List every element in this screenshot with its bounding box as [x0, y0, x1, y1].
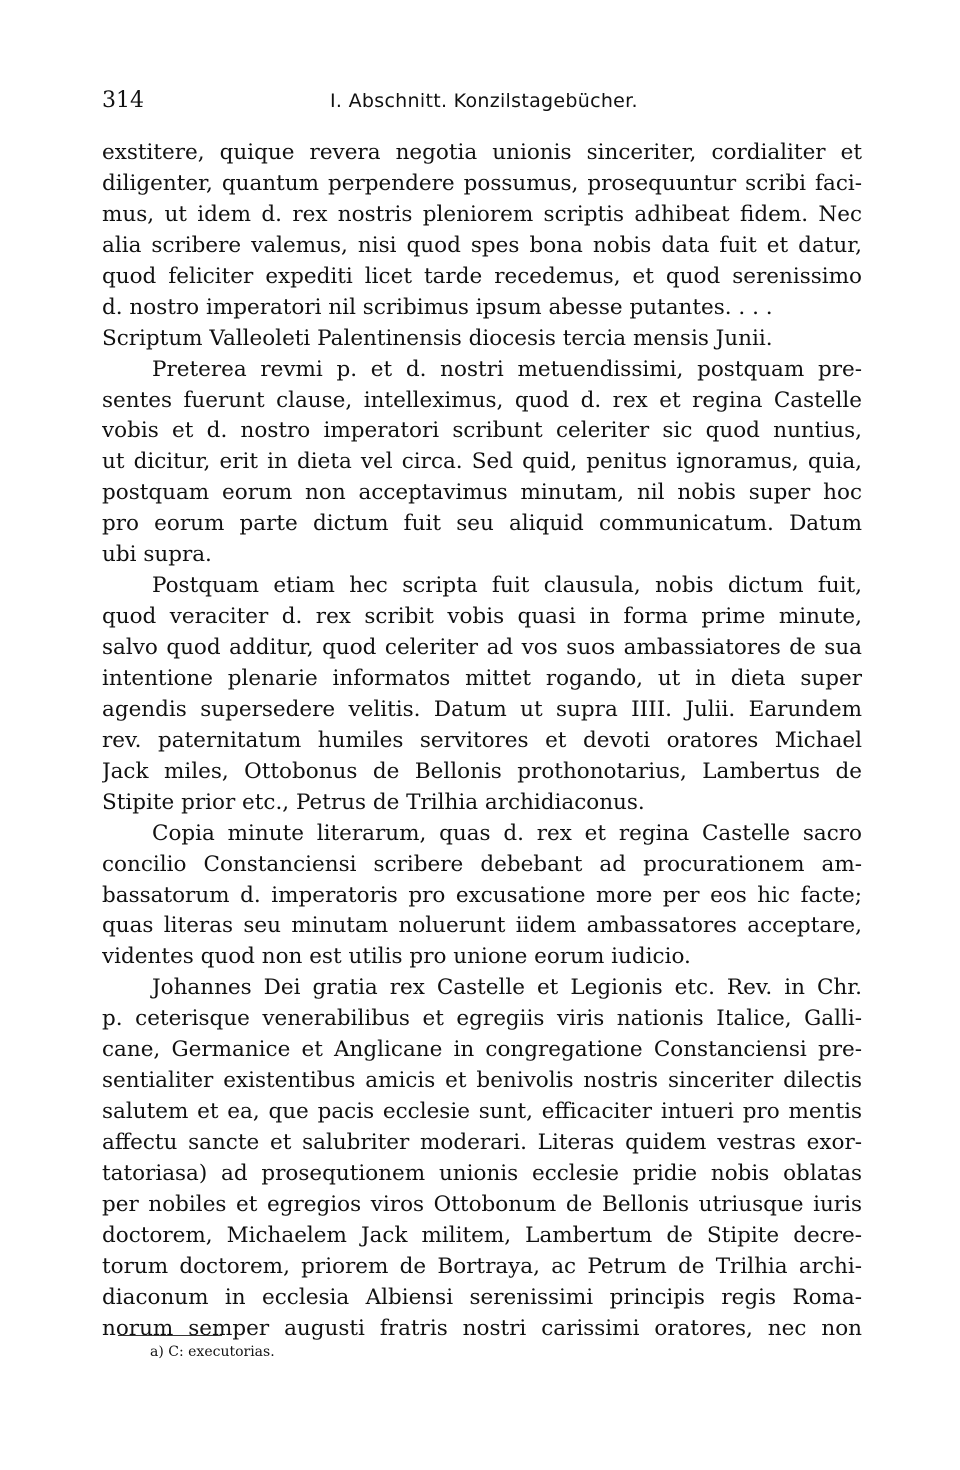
- text-line: videntes quod non est utilis pro unione eorum iudicio.: [102, 944, 691, 970]
- footnote-divider: [118, 1335, 222, 1336]
- text-line: Scriptum Valleoleti Palentinensis diocesis tercia mensis Junii.: [102, 325, 773, 351]
- text-line: affectu sancte et salubriter moderari. Literas quidem vestras exor-: [102, 1130, 862, 1155]
- text-line: norum semper augusti fratris nostri carissimi oratores, nec non: [102, 1315, 862, 1341]
- text-line: pro eorum parte dictum fuit seu aliquid communicatum. Datum: [102, 511, 862, 537]
- page-header: [102, 88, 862, 118]
- text-line: sentes fuerunt clause, intelleximus, quod d. rex et regina Castelle: [102, 387, 862, 413]
- body-text: [102, 138, 862, 1345]
- text-line: Copia minute literarum, quas d. rex et regina Castelle sacro: [152, 820, 862, 846]
- text-line: torum doctorem, priorem de Bortraya, ac Petrum de Trilhia archi-: [102, 1253, 862, 1279]
- text-line: intentione plenarie informatos mittet rogando, ut in dieta super: [102, 665, 862, 691]
- text-line: per nobiles et egregios viros Ottobonum de Bellonis utriusque iuris: [102, 1191, 862, 1217]
- text-line: Preterea revmi p. et d. nostri metuendissimi, postquam pre-: [152, 356, 862, 382]
- text-line: Jack miles, Ottobonus de Bellonis prothonotarius, Lambertus de: [102, 758, 862, 784]
- text-line: concilio Constanciensi scribere debebant ad procurationem am-: [102, 851, 862, 877]
- text-line: salutem et ea, que pacis ecclesie sunt, efficaciter intueri pro mentis: [102, 1099, 862, 1125]
- text-line: quod veraciter d. rex scribit vobis quasi in forma prime minute,: [102, 604, 862, 630]
- text-line: diligenter, quantum perpendere possumus, prosequuntur scribi faci-: [102, 170, 862, 196]
- running-head: I. Abschnitt. Konzilstagebücher.: [330, 90, 638, 112]
- text-line: salvo quod additur, quod celeriter ad vos suos ambassiatores de sua: [102, 635, 862, 660]
- text-line: mus, ut idem d. rex nostris pleniorem scriptis adhibeat fidem. Nec: [102, 201, 862, 227]
- text-line: p. ceterisque venerabilibus et egregiis viris nationis Italice, Galli-: [102, 1006, 862, 1032]
- text-line: tatoriasa) ad prosequtionem unionis ecclesie pridie nobis oblatas: [102, 1160, 862, 1186]
- text-line: alia scribere valemus, nisi quod spes bona nobis data fuit et datur,: [102, 232, 862, 258]
- text-line: Johannes Dei gratia rex Castelle et Legionis etc. Rev. in Chr.: [152, 975, 862, 1001]
- text-line: Stipite prior etc., Petrus de Trilhia archidiaconus.: [102, 789, 645, 815]
- text-line: exstitere, quique revera negotia unionis sinceriter, cordialiter et: [102, 140, 862, 165]
- text-line: rev. paternitatum humiles servitores et devoti oratores Michael: [102, 727, 862, 753]
- text-line: ubi supra.: [102, 542, 212, 568]
- text-line: diaconum in ecclesia Albiensi serenissimi principis regis Roma-: [102, 1284, 862, 1310]
- text-line: sentialiter existentibus amicis et benivolis nostris sinceriter dilectis: [102, 1068, 862, 1094]
- text-line: quas literas seu minutam noluerunt iidem ambassatores acceptare,: [102, 913, 862, 939]
- text-line: bassatorum d. imperatoris pro excusatione more per eos hic facte;: [102, 882, 862, 908]
- text-line: quod feliciter expediti licet tarde recedemus, et quod serenissimo: [102, 263, 862, 289]
- text-line: d. nostro imperatori nil scribimus ipsum abesse putantes. . . .: [102, 294, 773, 320]
- text-line: postquam eorum non acceptavimus minutam, nil nobis super hoc: [102, 480, 862, 506]
- text-line: cane, Germanice et Anglicane in congregatione Constanciensi pre-: [102, 1037, 862, 1063]
- page-number: 314: [102, 88, 144, 113]
- text-line: doctorem, Michaelem Jack militem, Lambertum de Stipite decre-: [102, 1222, 862, 1248]
- text-line: vobis et d. nostro imperatori scribunt celeriter sic quod nuntius,: [102, 418, 862, 444]
- text-line: Postquam etiam hec scripta fuit clausula, nobis dictum fuit,: [152, 573, 862, 599]
- text-line: ut dicitur, erit in dieta vel circa. Sed quid, penitus ignoramus, quia,: [102, 449, 862, 475]
- footnote: a) C: executorias.: [150, 1344, 275, 1360]
- text-line: agendis supersedere velitis. Datum ut supra IIII. Julii. Earundem: [102, 696, 862, 722]
